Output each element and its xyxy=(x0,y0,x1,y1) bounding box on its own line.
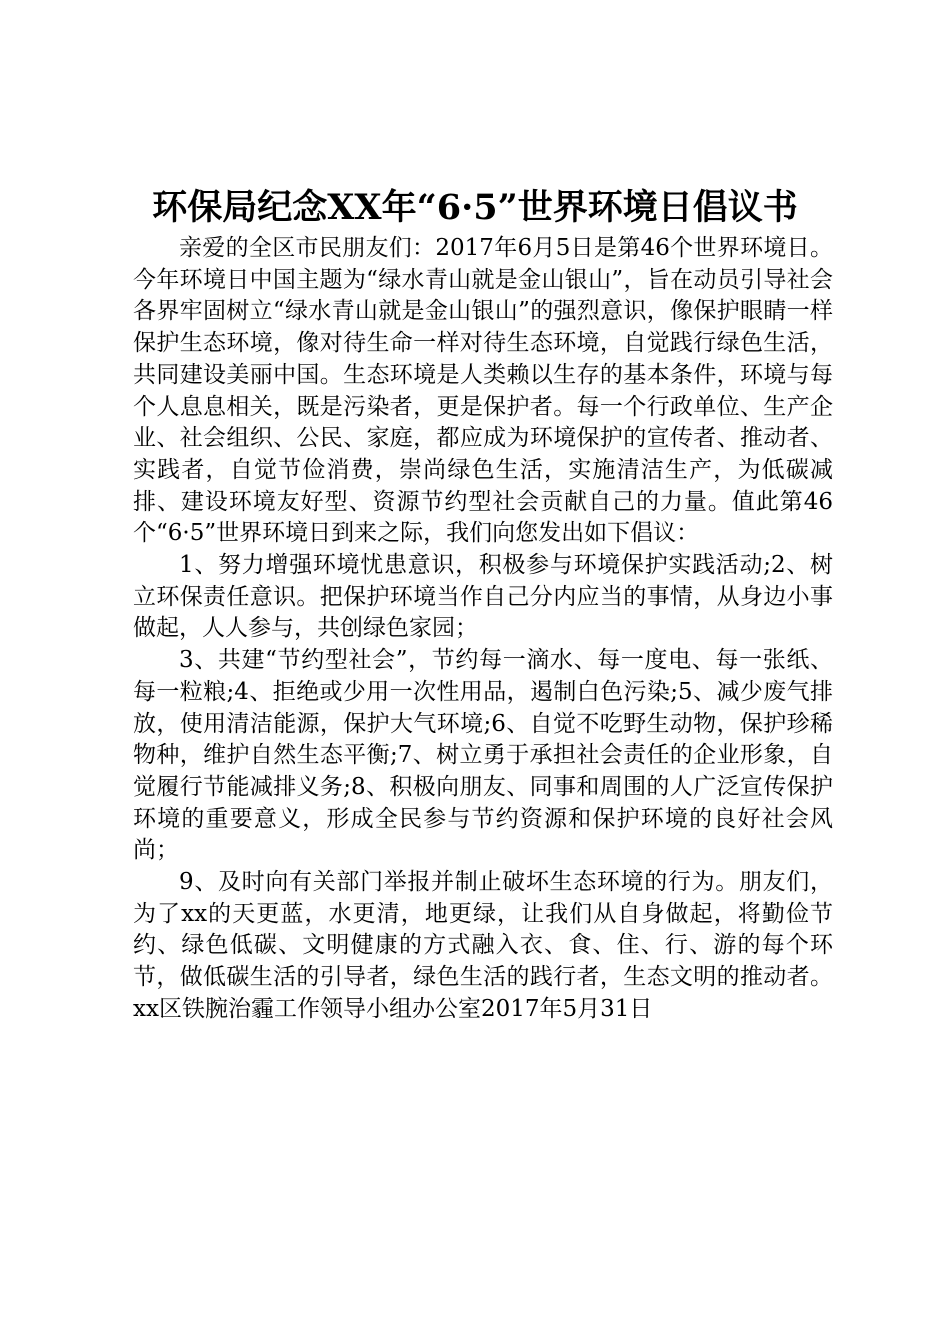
paragraph-item-3-8: 3、共建“节约型社会”，节约每一滴水、每一度电、每一张纸、每一粒粮;4、拒绝或少用一次性用品，遏制白色污染;5、减少废气排放，使用清洁能源，保护大气环境;6、自觉不吃野生动物，保护珍稀物种，维护自然生态平衡;7、树立勇于承担社会责任的企业形象，自觉履行节能减排义务;8、积极向朋友、同事和周围的人广泛宣传保护环境的重要意义，形成全民参与节约资源和保护环境的良好社会风尚； xyxy=(133,647,833,864)
paragraph-item-9-signature: 9、及时向有关部门举报并制止破坏生态环境的行为。朋友们，为了xx的天更蓝，水更清，地更绿，让我们从自身做起，将勤俭节约、绿色低碳、文明健康的方式融入衣、食、住、行、游的每个环节，做低碳生活的引导者，绿色生活的践行者，生态文明的推动者。xx区铁腕治霾工作领导小组办公室2017年5月31日 xyxy=(133,869,833,1022)
paragraph-item-1-2: 1、努力增强环境忧患意识，积极参与环境保护实践活动;2、树立环保责任意识。把保护环境当作自己分内应当的事情，从身边小事做起，人人参与，共创绿色家园； xyxy=(133,552,833,642)
document-title: 环保局纪念XX年“6·5”世界环境日倡议书 xyxy=(152,187,798,228)
document-body xyxy=(133,233,833,1026)
paragraph-intro: 亲爱的全区市民朋友们：2017年6月5日是第46个世界环境日。今年环境日中国主题为“绿水青山就是金山银山”，旨在动员引导社会各界牢固树立“绿水青山就是金山银山”的强烈意识，像保护眼睛一样保护生态环境，像对待生命一样对待生态环境，自觉践行绿色生活，共同建设美丽中国。生态环境是人类赖以生存的基本条件，环境与每个人息息相关，既是污染者，更是保护者。每一个行政单位、生产企业、社会组织、公民、家庭，都应成为环境保护的宣传者、推动者、实践者，自觉节俭消费，崇尚绿色生活，实施清洁生产，为低碳减排、建设环境友好型、资源节约型社会贡献自己的力量。值此第46个“6·5”世界环境日到来之际，我们向您发出如下倡议： xyxy=(133,235,833,547)
